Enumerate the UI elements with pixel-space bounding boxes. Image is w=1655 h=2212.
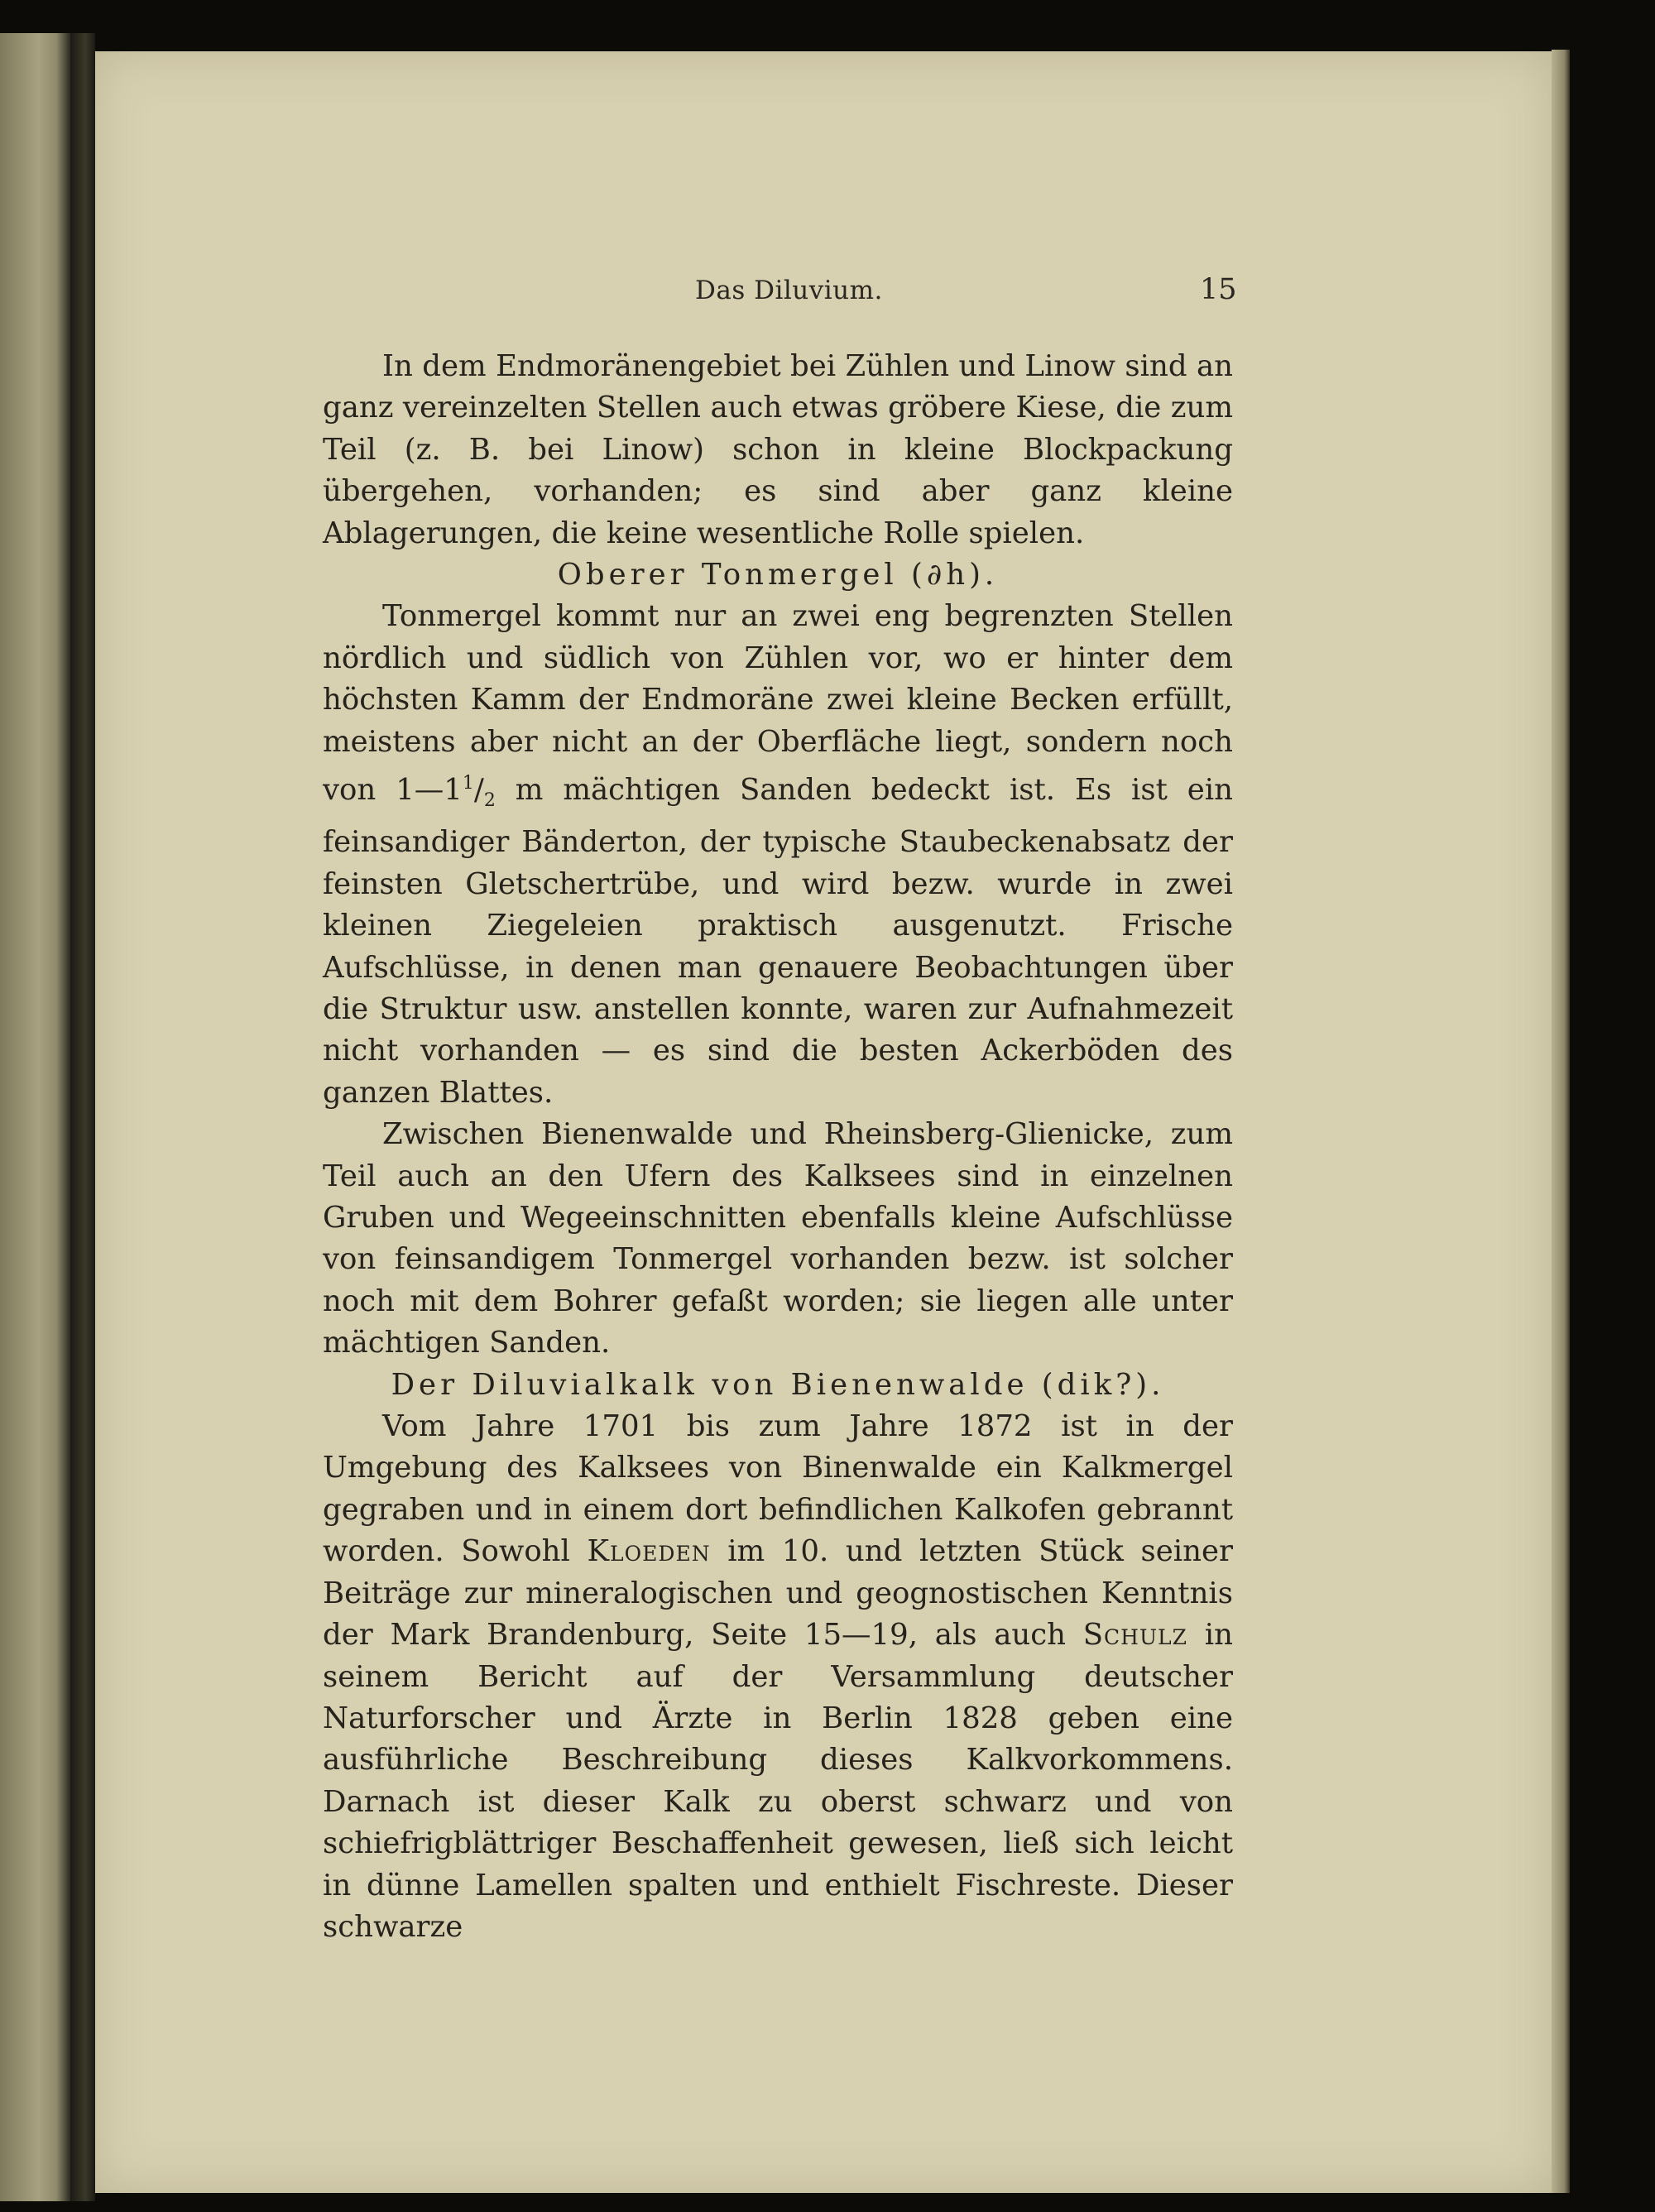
- paragraph-3: Zwischen Bienenwalde und Rheinsberg-Glienicke, zum Teil auch an den Ufern des Kalksees sind in einzelnen Gruben und Wegeeinschnitten ebenfalls kleine Aufschlüsse von feinsandigem Tonmergel vorhanden bezw. ist solcher noch mit dem Bohrer gefaßt worden; sie liegen alle unter mächtigen Sanden.: [323, 1117, 1233, 1360]
- fraction-numerator: 1: [462, 773, 474, 794]
- body-text: [323, 346, 1233, 1948]
- paragraph-4-text-c: in seinem Bericht auf der Versammlung deutscher Naturforscher und Ärzte in Berlin 1828 geben eine ausführliche Beschreibung dieses Kalkvorkommens. Darnach ist dieser Kalk zu oberst schwarz und von schiefrigblättriger Beschaffenheit gewesen, ließ sich leicht in dünne Lamellen spalten und enthielt Fischreste. Dieser schwarze: [323, 1618, 1233, 1944]
- author-name-schulz: Schulz: [1082, 1618, 1188, 1653]
- paragraph-4-text-a: Vom Jahre 1701 bis zum Jahre 1872 ist in der Umgebung des Kalksees von Binenwalde ein Kalkmergel gegraben und in einem dort befindlichen Kalkofen gebrannt worden. Sowohl: [323, 1409, 1233, 1569]
- paragraph-2: [323, 596, 1233, 1114]
- paragraph-4: [323, 1406, 1233, 1948]
- paragraph-2-text-b: m mächtigen Sanden bedeckt ist. Es ist ein feinsandiger Bänderton, der typische Staubeckenabsatz der feinsten Gletschertrübe, und wird bezw. wurde in zwei kleinen Ziegeleien praktisch ausgenutzt. Frische Aufschlüsse, in denen man genauere Beobachtungen über die Struktur usw. anstellen konnte, waren zur Aufnahmezeit nicht vorhanden — es sind die besten Ackerböden des ganzen Blattes.: [323, 772, 1234, 1110]
- page-number: 15: [1200, 273, 1237, 306]
- running-title: Das Diluvium.: [695, 276, 883, 305]
- fraction-denominator: 2: [483, 789, 496, 811]
- section-heading-oberer-tonmergel: Oberer Tonmergel (∂h).: [557, 558, 999, 593]
- paragraph-1: In dem Endmoränengebiet bei Zühlen und Linow sind an ganz vereinzelten Stellen auch etwas gröbere Kiese, die zum Teil (z. B. bei Linow) schon in kleine Blockpackung übergehen, vorhanden; es sind aber ganz kleine Ablagerungen, die keine wesentliche Rolle spielen.: [323, 349, 1233, 550]
- right-page-edge: [1552, 50, 1570, 2193]
- paragraph-2-text-a: Tonmergel kommt nur an zwei eng begrenzten Stellen nördlich und südlich von Zühlen vor, wo er hinter dem höchsten Kamm der Endmoräne zwei kleine Becken erfüllt, meistens aber nicht an der Oberfläche liegt, sondern noch von 1—1: [323, 599, 1233, 807]
- paragraph-4-text-b: im 10. und letzten Stück seiner Beiträge zur mineralogischen und geognostischen Kenntnis der Mark Brandenburg, Seite 15—19, als auch: [323, 1534, 1233, 1653]
- author-name-kloeden: Kloeden: [587, 1534, 711, 1569]
- left-page-edge: [0, 33, 70, 2201]
- section-heading-diluvialkalk: Der Diluvialkalk von Bienenwalde (dik?).: [391, 1367, 1165, 1402]
- fraction-slash: /: [473, 772, 484, 807]
- book-gutter: [70, 33, 95, 2201]
